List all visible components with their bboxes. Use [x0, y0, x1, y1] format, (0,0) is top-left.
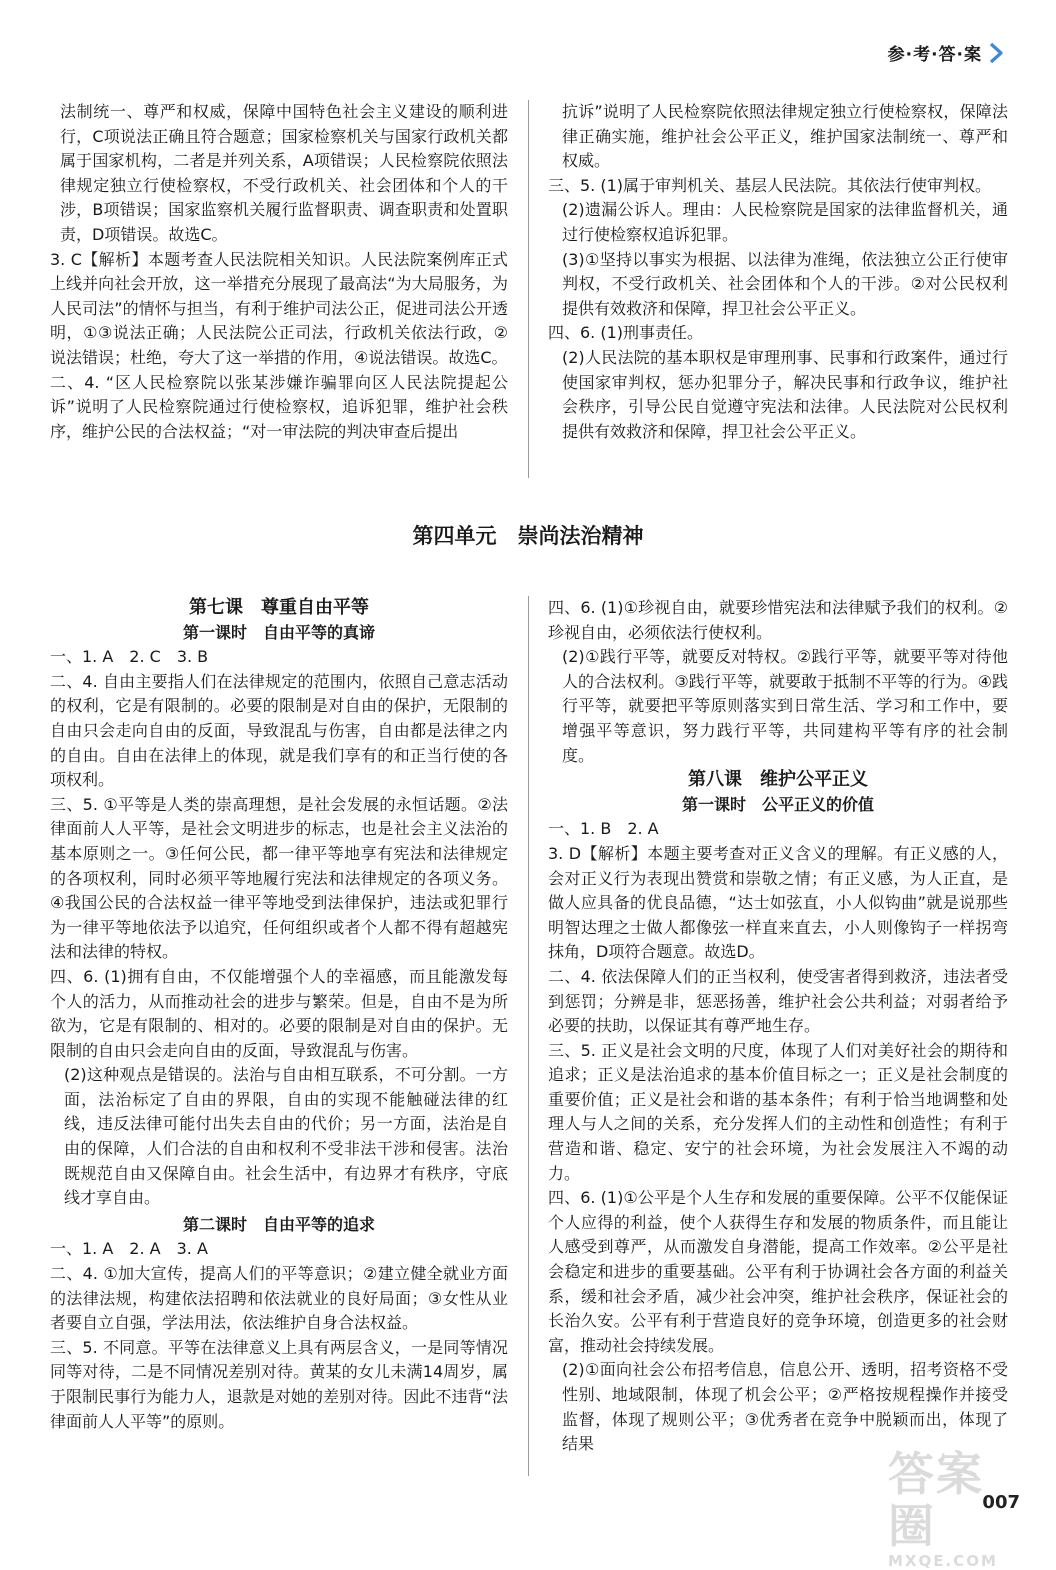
- answer-item: 二、4. 自由主要指人们在法律规定的范围内，依照自己意志活动的权利，它是有限制的。必要的限制是对自由的保护，无限制的自由只会走向自由的反面，导致混乱与伤害，自由都是法律之内的自由。自由在法律上的体现，就是我们享有的和正当行使的各项权利。: [50, 671, 508, 790]
- watermark-url: MXQE.COM: [888, 1552, 998, 1570]
- lesson-title: 第八课 维护公平正义: [688, 769, 868, 791]
- answer-item: 二、4. ①加大宣传，提高人们的平等意识；②建立健全就业方面的法律法规，构建依法招聘和依法就业的良好局面；③女性从业者要自立自强，学法用法，依法维护自身合法权益。: [50, 1264, 508, 1333]
- header-label: 参·考·答·案: [887, 45, 982, 65]
- bottom-right-column: [548, 596, 1008, 1457]
- paragraph: (3)①坚持以事实为根据、以法律为准绳，依法独立公正行使审判权，不受行政机关、社会团体和个人的干涉。②对公民权利提供有效救济和保障，捍卫社会公平正义。: [562, 249, 1008, 318]
- paragraph: 法制统一、尊严和权威，保障中国特色社会主义建设的顺利进行，C项说法正确且符合题意；国家检察机关与国家行政机关都属于国家机构，二者是并列关系，A项错误；人民检察院依照法律规定独立行使检察权，不受行政机关、社会团体和个人的干涉，B项错误；国家监察机关履行监督职责、调查职责和处置职责，D项错误。故选C。: [60, 102, 508, 244]
- paragraph: 抗诉”说明了人民检察院依照法律规定独立行使检察权，保障法律正确实施，维护社会公平正义，维护国家法制统一、尊严和权威。: [562, 102, 1008, 171]
- paragraph: 二、4. “区人民检察院以张某涉嫌诈骗罪向区人民法院提起公诉”说明了人民检察院通过行使检察权，追诉犯罪，维护社会秩序，维护公民的合法权益；“对一审法院的判决审查后提出: [50, 372, 508, 441]
- top-right-column: [548, 100, 1008, 444]
- answer-item: 四、6. (1)①公平是个人生存和发展的重要保障。公平不仅能保证个人应得的利益，使个人获得生存和发展的物质条件，而且能让人感受到尊严，从而激发自身潜能，提高工作效率。②公平是社会稳定和进步的重要基础。公平有利于协调社会各方面的利益关系，缓和社会矛盾，减少社会冲突，维护社会秩序，保证社会的长治久安。公平有利于营造良好的竞争环境，创造更多的社会财富，推动社会持续发展。: [548, 1188, 1008, 1355]
- answer-item: (2)这种观点是错误的。法治与自由相互联系，不可分割。一方面，法治标定了自由的界限，自由的实现不能触碰法律的红线，违反法律可能付出失去自由的代价；另一方面，法治是自由的保障，人们合法的自由和权利不受非法干涉和侵害。法治既规范自由又保障自由。社会生活中，有边界才有秩序，守底线才享自由。: [64, 1065, 508, 1208]
- paragraph: (2)人民法院的基本职权是审理刑事、民事和行政案件，通过行使国家审判权，惩办犯罪分子，解决民事和行政争议，维护社会秩序，引导公民自觉遵守宪法和法律。人民法院对公民权利提供有效救济和保障，捍卫社会公平正义。: [562, 347, 1008, 441]
- page-number: 007: [982, 1492, 1020, 1513]
- top-left-column: [50, 100, 508, 444]
- chevron-right-icon: [986, 41, 1006, 65]
- lesson-title: 第七课 尊重自由平等: [189, 597, 369, 618]
- answer-item: 四、6. (1)拥有自由，不仅能增强个人的幸福感，而且能激发每个人的活力，从而推动社会的进步与繁荣。但是，自由不是为所欲为，它是有限制的、相对的。必要的限制是对自由的保护。无限制的自由只会走向自由的反面，导致混乱与伤害。: [50, 966, 508, 1060]
- paragraph: 3. C【解析】本题考查人民法院相关知识。人民法院案例库正式上线并向社会开放，这一举措充分展现了最高法“为大局服务，为人民司法”的情怀与担当，有利于维护司法公正，促进司法公开透明，①③说法正确；人民法院公正司法，行政机关依法行政，②说法错误；杜绝，夸大了这一举措的作用，④说法错误。故选C。: [50, 249, 508, 367]
- paragraph: 三、5. (1)属于审判机关、基层人民法院。其依法行使审判权。: [548, 175, 992, 195]
- watermark-text: 答案圈: [888, 1447, 984, 1553]
- answer-item: (2)①践行平等，就要反对特权。②践行平等，就要平等对待他人的合法权利。③践行平等，就要敢于抵制不平等的行为。④践行平等，就要把平等原则落实到日常生活、学习和工作中，要增强平等意识，努力践行平等，共同建构平等有序的社会制度。: [562, 647, 1008, 765]
- answer-item: 一、1. A 2. C 3. B: [50, 647, 209, 667]
- unit-title: 第四单元 崇尚法治精神: [412, 524, 644, 548]
- column-divider: [528, 596, 529, 1476]
- answer-item: 三、5. 不同意。平等在法律意义上具有两层含义，一是同等情况同等对待，二是不同情况差别对待。黄某的女儿未满14周岁，属于限制民事行为能力人，退款是对她的差别对待。因此不违背“法律面前人人平等”的原则。: [50, 1337, 508, 1431]
- answer-item: 二、4. 依法保障人们的正当权利，使受害者得到救济，违法者受到惩罚；分辨是非，惩恶扬善，维护社会公共利益；对弱者给予必要的扶助，以保证其有尊严地生存。: [548, 966, 1008, 1036]
- answer-item: 3. D【解析】本题主要考查对正义含义的理解。有正义感的人，会对正义行为表现出赞赏和崇敬之情；有正义感，为人正直，是做人应具备的优良品德，“达士如弦直，小人似钩曲”就是说那些明智达理之士做人都像弦一样直来直去，小人则像钩子一样拐弯抹角，D项符合题意。故选D。: [548, 843, 1008, 962]
- answer-item: 三、5. 正义是社会文明的尺度，体现了人们对美好社会的期待和追求；正义是法治追求的基本价值目标之一；正义是社会制度的重要价值；正义是社会和谐的基本条件；有利于恰当地调整和处理人与人之间的关系，充分发挥人们的主动性和创造性；有利于营造和谐、稳定、安宁的社会环境，为社会发展注入不竭的动力。: [548, 1040, 1008, 1183]
- answer-item: 四、6. (1)①珍视自由，就要珍惜宪法和法律赋予我们的权利。②珍视自由，必须依法行使权利。: [548, 598, 1008, 642]
- paragraph: (2)遗漏公诉人。理由：人民检察院是国家的法律监督机关，通过行使检察权追诉犯罪。: [562, 200, 1008, 244]
- period-title: 第二课时 自由平等的追求: [182, 1214, 375, 1234]
- bottom-left-column: [50, 596, 508, 1434]
- answer-item: 一、1. B 2. A: [548, 819, 659, 839]
- column-divider: [528, 100, 529, 478]
- answer-item: 三、5. ①平等是人类的崇高理想，是社会发展的永恒话题。②法律面前人人平等，是社会文明进步的标志，也是社会主义法治的基本原则之一。③任何公民，都一律平等地享有宪法和法律规定的各项权利，同时必须平等地履行宪法和法律规定的各项义务。④我国公民的合法权益一律平等地受到法律保护，违法或犯罪行为一律平等地依法予以追究，任何组织或者个人都不得有超越宪法和法律的特权。: [50, 794, 508, 962]
- answer-item: 一、1. A 2. A 3. A: [50, 1239, 208, 1259]
- period-title: 第一课时 公平正义的价值: [681, 794, 874, 814]
- answer-key-header: [888, 40, 1006, 65]
- paragraph: 四、6. (1)刑事责任。: [548, 323, 704, 343]
- answer-item: (2)①面向社会公布招考信息，信息公开、透明，招考资格不受性别、地域限制，体现了机会公平；②严格按规程操作并接受监督，体现了规则公平；③优秀者在竞争中脱颖而出，体现了结果: [562, 1360, 1008, 1454]
- period-title: 第一课时 自由平等的真谛: [182, 622, 375, 642]
